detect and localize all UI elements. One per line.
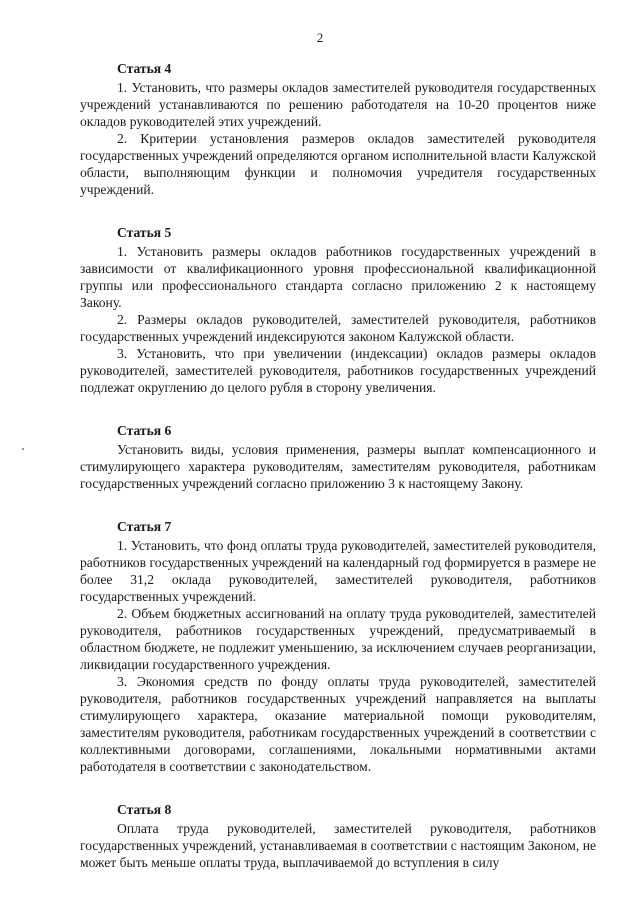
article-5 [80,224,596,396]
article-paragraph: Установить виды, условия применения, размеры выплат компенсационного и стимулирующего характера руководителям, заместителям руководителя, работникам государственных учреждений согласно приложению 3 к настоящему Закону. [80,442,596,491]
article-paragraph: 1. Установить, что размеры окладов заместителей руководителя государственных учреждений устанавливаются по решению работодателя на 10-20 процентов ниже окладов руководителей этих учреждений. [80,80,596,129]
article-paragraph: 3. Установить, что при увеличении (индексации) окладов размеры окладов руководителей, заместителей руководителя, работников государственных учреждений подлежат округлению до целого рубля в сторону увеличения. [80,346,596,395]
article-paragraph: 3. Экономия средств по фонду оплаты труда руководителей, заместителей руководителя, работников государственных учреждений направляется на выплаты стимулирующего характера, оказание материальной помощи руководителям, заместителям руководителя, работникам государственных учреждений в соответствии с коллективными договорами, соглашениями, локальными нормативными актами работодателя в соответствии с законодательством. [80,674,596,774]
page-number: 2 [316,30,324,45]
article-title: Статья 6 [117,423,172,438]
article-6 [80,422,596,492]
article-title: Статья 4 [117,61,172,76]
article-title: Статья 5 [117,225,172,240]
article-paragraph: Оплата труда руководителей, заместителей руководителя, работников государственных учреждений, устанавливаемая в соответствии с настоящим Законом, не может быть меньше оплаты труда, выплачиваемой до вступления в силу [80,821,596,870]
article-4 [80,60,596,198]
article-paragraph: 2. Объем бюджетных ассигнований на оплату труда руководителей, заместителей руководителя, работников государственных учреждений, предусматриваемый в областном бюджете, не подлежит уменьшению, за исключением случаев реорганизации, ликвидации государственного учреждения. [80,606,596,672]
article-8 [80,801,596,871]
article-paragraph: 2. Размеры окладов руководителей, заместителей руководителя, работников государственных учреждений индексируются законом Калужской области. [80,312,596,344]
document-body [80,60,596,897]
article-title: Статья 7 [117,519,172,534]
article-paragraph: 1. Установить размеры окладов работников государственных учреждений в зависимости от квалификационного уровня профессиональной квалификационной группы или профессионального стандарта согласно приложению 2 к настоящему Закону. [80,244,596,310]
article-paragraph: 2. Критерии установления размеров окладов заместителей руководителя государственных учреждений определяются органом исполнительной власти Калужской области, выполняющим функции и полномочия учредителя государственных учреждений. [80,131,596,197]
article-paragraph: 1. Установить, что фонд оплаты труда руководителей, заместителей руководителя, работников государственных учреждений на календарный год формируется в размере не более 31,2 оклада руководителей, заместителей руководителя, работников государственных учреждений. [80,538,596,604]
article-7 [80,518,596,775]
article-title: Статья 8 [117,802,172,817]
scan-speck [22,448,24,450]
